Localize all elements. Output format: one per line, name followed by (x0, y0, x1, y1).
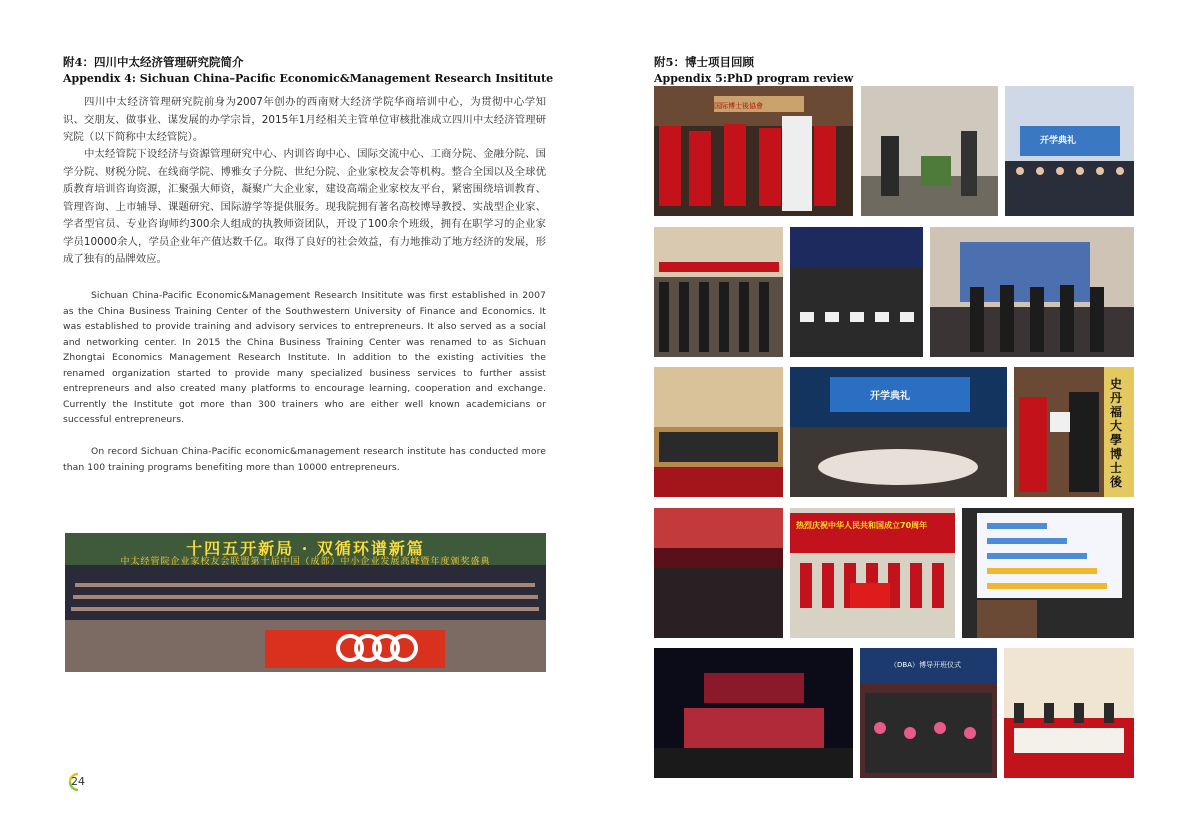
appendix4-title-cn: 附4：四川中太经济管理研究院简介 (63, 55, 244, 69)
phd-photo-13 (654, 648, 853, 778)
phd-photo-6 (930, 227, 1134, 357)
phd-photo-11-caption: 热烈庆祝中华人民共和国成立70周年 (796, 521, 928, 530)
phd-photo-5 (790, 227, 923, 357)
phd-photo-14 (860, 648, 997, 778)
phd-photo-15 (1004, 648, 1134, 778)
phd-photo-2 (861, 86, 998, 216)
phd-photo-8-caption: 开学典礼 (870, 391, 910, 402)
phd-photo-9 (1014, 367, 1134, 497)
phd-photo-7 (654, 367, 783, 497)
phd-photo-4 (654, 227, 783, 357)
phd-photo-11 (790, 508, 955, 638)
group-photo-subtitle: 中太经管院企业家校友会联盟第十届中国（成都）中小企业发展高峰暨年度颁奖盛典 (120, 557, 491, 567)
phd-photo-3-caption: 开学典礼 (1040, 136, 1077, 146)
intro-paragraph-en-2: On record Sichuan China-Pacific economic&management research institute has conducted more than 100 training programs benefiting more than 10000 entrepreneurs. (63, 446, 546, 473)
phd-photo-10 (654, 508, 783, 638)
phd-photo-1 (654, 86, 853, 216)
phd-photo-9-caption: 史丹福大學博士後 (1110, 377, 1123, 489)
phd-photo-14-caption: （DBA）博导开班仪式 (890, 661, 961, 669)
phd-photo-12 (962, 508, 1134, 638)
phd-photo-3 (1005, 86, 1134, 216)
group-photo-banner: 十四五开新局 · 双循环谱新篇 (186, 539, 425, 558)
intro-paragraph-cn-1: 四川中太经济管理研究院前身为2007年创办的西南财大经济学院华商培训中心，为贯彻中心学知识、交朋友、做事业、谋发展的办学宗旨，2015年1月经相关主管单位审核批准成立四川中太经济管理研究院（以下简称中太经管院）。 (63, 96, 546, 143)
group-photo (65, 533, 546, 672)
appendix4-title-en: Appendix 4: Sichuan China–Pacific Economic&Management Research Insititute (63, 72, 554, 85)
intro-paragraph-cn-2: 中太经管院下设经济与资源管理研究中心、内训咨询中心、国际交流中心、工商分院、金融分院、国学分院、财税分院、在线商学院、博雅女子分院、世纪分院、企业家校友会等机构。整合全国以及全球优质教育培训咨询资源，汇聚强大师资，凝聚广大企业家，建设高端企业家校友平台，紧密围绕培训教育、管理咨询、上市辅导、课题研究、国际游学等提供服务。现我院拥有著名高校博导教授、实战型企业家、学者型官员、专业咨询师约300余人组成的执教师资团队，开设了100余个班级，拥有在职学习的企业家学员10000余人，学员企业年产值达数千亿。取得了良好的社会效益，有力地推动了地方经济的发展，形成了独有的品牌效应。 (63, 148, 546, 265)
phd-photo-8 (790, 367, 1007, 497)
appendix5-title-cn: 附5：博士项目回顾 (654, 55, 755, 69)
intro-paragraph-en-1: Sichuan China-Pacific Economic&Management Research Insititute was first established in 2007 as the China Business Training Center of the Southwestern University of Finance and Economics. It was established to provide training and advisory services to entrepreneurs. It also served as a social and networking center. In 2015 the China Business Training Center was renamed to as Sichuan Zhongtai Economics Management Research Institute. In addition to the existing activities the renamed organization started to provide many specialized business services to further assist entrepreneurs and also created many platforms to encourage learning, cooperation and exchange. Currently the Institute got more than 300 trainers who are either well known academicians or successful entrepreneurs. (63, 290, 546, 425)
page-number-badge (66, 770, 90, 794)
appendix5-title-en: Appendix 5:PhD program review (654, 72, 854, 85)
page-number: 24 (71, 775, 85, 788)
phd-photo-1-caption: 国际博士後協會 (714, 102, 763, 110)
